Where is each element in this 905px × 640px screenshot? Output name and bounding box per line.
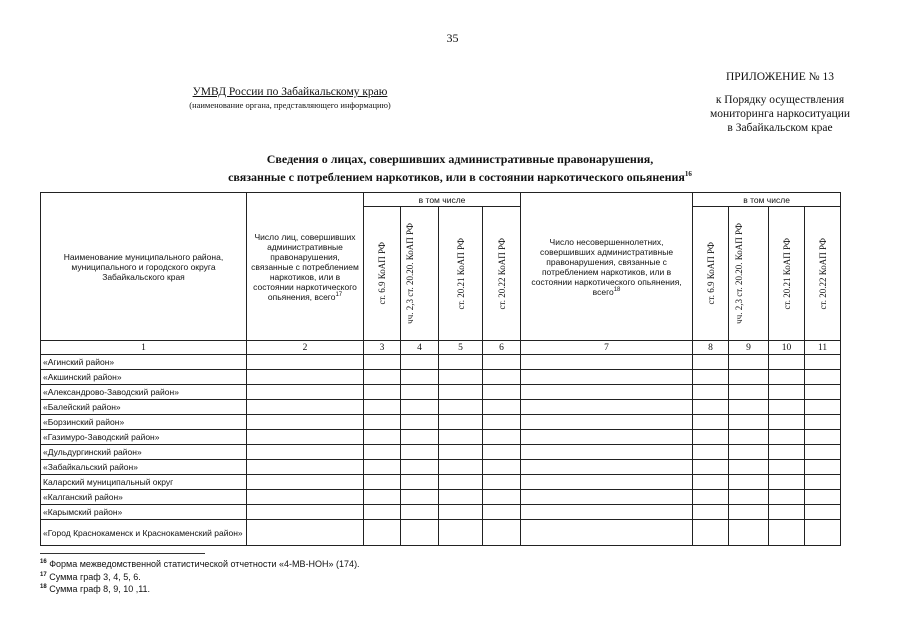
value-cell: [401, 370, 439, 385]
value-cell: [521, 385, 693, 400]
value-cell: [693, 460, 729, 475]
footnote-text: Сумма граф 8, 9, 10 ,11.: [49, 584, 151, 594]
header-total: [247, 193, 364, 341]
value-cell: [247, 430, 364, 445]
region-name-cell: Каларский муниципальный округ: [41, 475, 247, 490]
value-cell: [729, 445, 769, 460]
footnote-text: Сумма граф 3, 4, 5, 6.: [49, 572, 141, 582]
value-cell: [805, 475, 841, 490]
value-cell: [521, 520, 693, 546]
header-minors-total: [521, 193, 693, 341]
value-cell: [364, 400, 401, 415]
value-cell: [439, 400, 483, 415]
title-footnote-ref: 16: [684, 170, 692, 178]
value-cell: [769, 415, 805, 430]
value-cell: [805, 385, 841, 400]
value-cell: [364, 490, 401, 505]
region-name-cell: «Калганский район»: [41, 490, 247, 505]
header-minors-art-20-20-text: чч. 2,3 ст. 20.20. КоАП РФ: [733, 223, 744, 324]
value-cell: [729, 415, 769, 430]
value-cell: [729, 505, 769, 520]
value-cell: [729, 385, 769, 400]
value-cell: [805, 505, 841, 520]
value-cell: [769, 490, 805, 505]
column-number: 1: [41, 341, 247, 355]
header-art-20-20: [401, 207, 439, 341]
header-minors-art-20-21-text: ст. 20.21 КоАП РФ: [781, 237, 792, 310]
value-cell: [483, 415, 521, 430]
region-name-cell: «Акшинский район»: [41, 370, 247, 385]
document-title: [150, 152, 770, 185]
value-cell: [247, 370, 364, 385]
footnote-ref: 18: [40, 584, 47, 590]
value-cell: [693, 400, 729, 415]
value-cell: [693, 385, 729, 400]
page-number: 35: [446, 31, 459, 45]
header-total-text: Число лиц, совершивших административные правонарушения, связанные с потреблением наркотиков, или в состоянии наркотического опьянения, всего: [251, 231, 359, 302]
value-cell: [247, 355, 364, 370]
table-row: [41, 370, 841, 385]
value-cell: [364, 460, 401, 475]
header-group-2: в том числе: [693, 193, 841, 207]
column-number: 6: [483, 341, 521, 355]
value-cell: [521, 355, 693, 370]
table-row: [41, 475, 841, 490]
value-cell: [521, 370, 693, 385]
value-cell: [483, 475, 521, 490]
value-cell: [364, 520, 401, 546]
value-cell: [247, 385, 364, 400]
footnote-ref: 16: [40, 559, 47, 565]
value-cell: [483, 445, 521, 460]
region-name-cell: «Балейский район»: [41, 400, 247, 415]
value-cell: [805, 400, 841, 415]
value-cell: [729, 430, 769, 445]
value-cell: [483, 400, 521, 415]
header-row: [41, 193, 841, 207]
value-cell: [805, 355, 841, 370]
value-cell: [364, 475, 401, 490]
value-cell: [364, 370, 401, 385]
value-cell: [693, 415, 729, 430]
value-cell: [247, 505, 364, 520]
region-name-cell: «Газимуро-Заводский район»: [41, 430, 247, 445]
header-art-20-22-text: ст. 20.22 КоАП РФ: [496, 237, 507, 310]
value-cell: [401, 520, 439, 546]
column-number: 9: [729, 341, 769, 355]
value-cell: [805, 460, 841, 475]
value-cell: [439, 445, 483, 460]
value-cell: [247, 415, 364, 430]
value-cell: [483, 505, 521, 520]
header-art-6-9-text: ст. 6.9 КоАП РФ: [377, 242, 387, 305]
table-row: [41, 490, 841, 505]
value-cell: [693, 355, 729, 370]
value-cell: [729, 475, 769, 490]
region-name-cell: «Забайкальский район»: [41, 460, 247, 475]
value-cell: [521, 445, 693, 460]
value-cell: [693, 445, 729, 460]
value-cell: [769, 520, 805, 546]
footnote-divider: [40, 553, 205, 554]
value-cell: [364, 505, 401, 520]
value-cell: [693, 505, 729, 520]
region-name-cell: «Карымский район»: [41, 505, 247, 520]
value-cell: [729, 490, 769, 505]
footnote: [40, 559, 360, 569]
value-cell: [401, 385, 439, 400]
value-cell: [729, 400, 769, 415]
header-minors-art-6-9-text: ст. 6.9 КоАП РФ: [705, 242, 716, 305]
value-cell: [729, 355, 769, 370]
organization-caption: (наименование органа, представляющего информацию): [189, 100, 391, 110]
header-minors-ref: 18: [613, 286, 621, 293]
header-minors-art-20-21: [769, 207, 805, 341]
value-cell: [769, 355, 805, 370]
column-number: 3: [364, 341, 401, 355]
value-cell: [769, 370, 805, 385]
header-minors-text: Число несовершеннолетних, совершивших административные правонарушения, связанные с потреблением наркотиков, или в состоянии наркотического опьянения, всего: [531, 236, 682, 297]
value-cell: [805, 415, 841, 430]
header-art-20-20-text: чч. 2,3 ст. 20.20. КоАП РФ: [404, 223, 415, 324]
footnote: [40, 584, 150, 594]
value-cell: [439, 385, 483, 400]
table-row: [41, 415, 841, 430]
header-art-6-9: [364, 207, 401, 341]
value-cell: [483, 520, 521, 546]
value-cell: [439, 355, 483, 370]
value-cell: [693, 370, 729, 385]
appendix-line: в Забайкальском крае: [727, 122, 833, 134]
value-cell: [401, 415, 439, 430]
column-number: 4: [401, 341, 439, 355]
value-cell: [401, 445, 439, 460]
value-cell: [364, 355, 401, 370]
value-cell: [364, 415, 401, 430]
value-cell: [729, 370, 769, 385]
table-row: [41, 445, 841, 460]
region-name-cell: «Александрово-Заводский район»: [41, 385, 247, 400]
title-line-2: [150, 167, 770, 185]
value-cell: [401, 460, 439, 475]
value-cell: [769, 505, 805, 520]
value-cell: [483, 460, 521, 475]
value-cell: [401, 430, 439, 445]
header-group-1: в том числе: [364, 193, 521, 207]
value-cell: [521, 430, 693, 445]
value-cell: [364, 385, 401, 400]
value-cell: [769, 445, 805, 460]
value-cell: [805, 490, 841, 505]
column-number: 5: [439, 341, 483, 355]
organization-name: УМВД России по Забайкальскому краю: [192, 86, 388, 98]
region-name-cell: «Борзинский район»: [41, 415, 247, 430]
value-cell: [729, 520, 769, 546]
footnote-ref: 17: [40, 572, 47, 578]
column-number: 10: [769, 341, 805, 355]
value-cell: [521, 460, 693, 475]
header-total-ref: 17: [335, 291, 343, 298]
value-cell: [439, 505, 483, 520]
appendix-line: к Порядку осуществления: [715, 94, 845, 106]
value-cell: [364, 430, 401, 445]
value-cell: [729, 460, 769, 475]
value-cell: [693, 520, 729, 546]
value-cell: [247, 400, 364, 415]
column-number: 8: [693, 341, 729, 355]
value-cell: [439, 520, 483, 546]
value-cell: [401, 475, 439, 490]
column-number: 2: [247, 341, 364, 355]
value-cell: [247, 460, 364, 475]
footnote: [40, 572, 141, 582]
value-cell: [247, 490, 364, 505]
value-cell: [439, 460, 483, 475]
value-cell: [693, 430, 729, 445]
value-cell: [769, 475, 805, 490]
value-cell: [483, 430, 521, 445]
data-table: [40, 192, 841, 546]
value-cell: [805, 370, 841, 385]
value-cell: [521, 490, 693, 505]
value-cell: [805, 430, 841, 445]
header-art-20-22: [483, 207, 521, 341]
value-cell: [439, 415, 483, 430]
footnote-text: Форма межведомственной статистической отчетности «4-МВ-НОН» (174).: [49, 559, 360, 569]
table-row: [41, 430, 841, 445]
table-row: [41, 505, 841, 520]
appendix-title: ПРИЛОЖЕНИЕ № 13: [725, 71, 834, 83]
value-cell: [693, 490, 729, 505]
value-cell: [769, 430, 805, 445]
value-cell: [693, 475, 729, 490]
header-art-20-21-text: ст. 20.21 КоАП РФ: [455, 237, 466, 310]
value-cell: [439, 370, 483, 385]
header-minors-art-20-22: [805, 207, 841, 341]
table-row: [41, 520, 841, 546]
value-cell: [401, 505, 439, 520]
title-line-2-text: связанные с потреблением наркотиков, или в состоянии наркотического опьянения: [228, 170, 685, 184]
appendix-line: мониторинга наркоситуации: [709, 108, 851, 120]
title-line-1: Сведения о лицах, совершивших административные правонарушения,: [266, 152, 654, 166]
table-row: [41, 400, 841, 415]
value-cell: [401, 355, 439, 370]
value-cell: [439, 430, 483, 445]
value-cell: [483, 370, 521, 385]
value-cell: [247, 475, 364, 490]
value-cell: [521, 505, 693, 520]
value-cell: [521, 475, 693, 490]
value-cell: [769, 460, 805, 475]
table-row: [41, 355, 841, 370]
value-cell: [401, 490, 439, 505]
table-row: [41, 460, 841, 475]
value-cell: [439, 475, 483, 490]
value-cell: [521, 400, 693, 415]
value-cell: [483, 385, 521, 400]
value-cell: [247, 445, 364, 460]
region-name-cell: «Агинский район»: [41, 355, 247, 370]
column-number-row: [41, 341, 841, 355]
region-name-cell: «Дульдургинский район»: [41, 445, 247, 460]
value-cell: [769, 385, 805, 400]
column-number: 11: [805, 341, 841, 355]
header-art-20-21: [439, 207, 483, 341]
value-cell: [401, 400, 439, 415]
header-minors-art-6-9: [693, 207, 729, 341]
value-cell: [247, 520, 364, 546]
value-cell: [439, 490, 483, 505]
header-region: Наименование муниципального района, муниципального и городского округа Забайкальского края: [41, 193, 247, 341]
value-cell: [483, 355, 521, 370]
value-cell: [483, 490, 521, 505]
header-minors-art-20-22-text: ст. 20.22 КоАП РФ: [817, 237, 828, 310]
value-cell: [364, 445, 401, 460]
header-minors-art-20-20: [729, 207, 769, 341]
value-cell: [769, 400, 805, 415]
value-cell: [805, 445, 841, 460]
value-cell: [521, 415, 693, 430]
value-cell: [805, 520, 841, 546]
region-name-cell: «Город Краснокаменск и Краснокаменский район»: [41, 520, 247, 546]
table-row: [41, 385, 841, 400]
column-number: 7: [521, 341, 693, 355]
